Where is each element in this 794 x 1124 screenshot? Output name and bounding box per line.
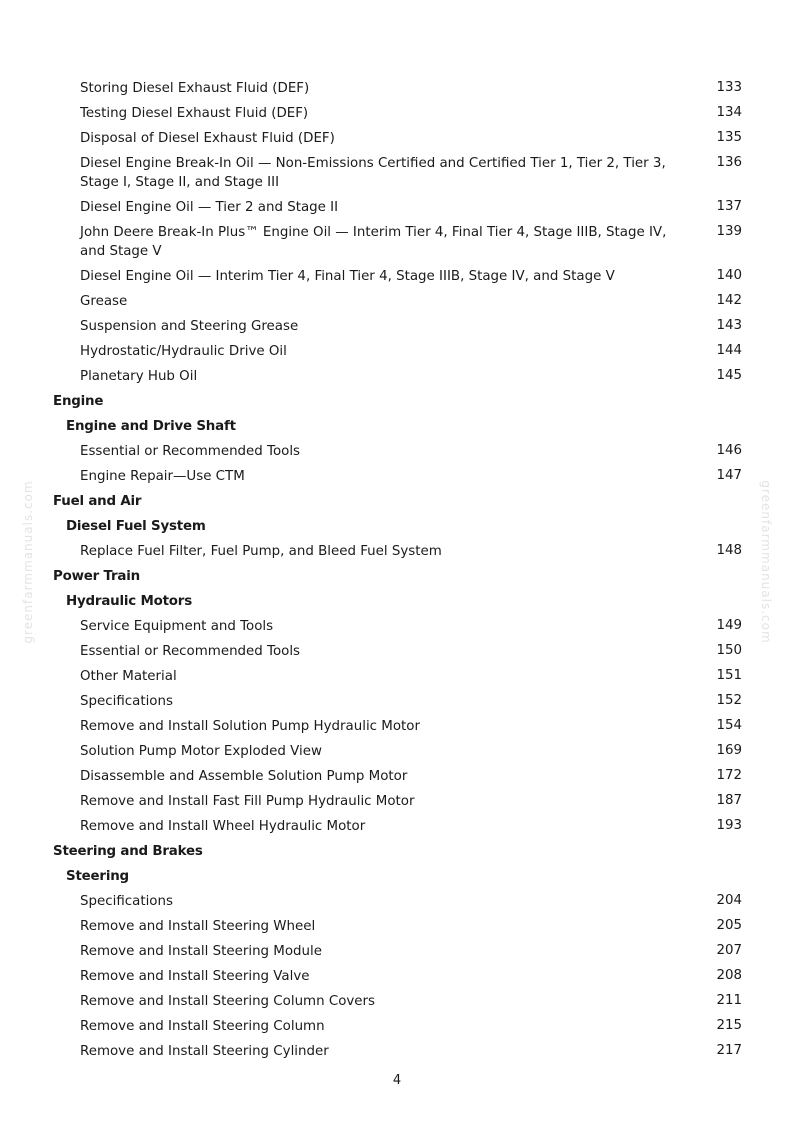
toc-entry[interactable] <box>0 964 794 989</box>
toc-entry-page: 143 <box>716 318 742 333</box>
toc-entry-page: 135 <box>716 130 742 145</box>
toc-entry-title: Remove and Install Steering Valve <box>80 969 310 984</box>
toc-entry-page: 140 <box>716 268 742 283</box>
toc-entry-page: 139 <box>716 224 742 239</box>
table-of-contents <box>0 76 794 1064</box>
toc-entry[interactable] <box>0 195 794 220</box>
toc-entry[interactable] <box>0 339 794 364</box>
toc-entry-title: Engine <box>53 394 104 409</box>
toc-entry-page: 217 <box>716 1043 742 1058</box>
toc-entry-title: Power Train <box>53 569 140 584</box>
toc-entry-title: Remove and Install Wheel Hydraulic Motor <box>80 819 366 834</box>
toc-entry[interactable] <box>0 814 794 839</box>
toc-subsection-heading <box>0 864 794 889</box>
toc-entry-page: 172 <box>716 768 742 783</box>
toc-entry-page: 215 <box>716 1018 742 1033</box>
toc-entry[interactable] <box>0 639 794 664</box>
toc-subsection-heading <box>0 589 794 614</box>
toc-entry[interactable] <box>0 614 794 639</box>
toc-entry-title: Diesel Engine Oil — Tier 2 and Stage II <box>80 200 339 215</box>
page-number: 4 <box>392 1073 402 1088</box>
toc-entry[interactable] <box>0 939 794 964</box>
toc-entry-page: 169 <box>716 743 742 758</box>
toc-entry[interactable] <box>0 714 794 739</box>
toc-entry-title: Fuel and Air <box>53 494 142 509</box>
toc-entry[interactable] <box>0 151 794 195</box>
toc-entry-title: John Deere Break-In Plus™ Engine Oil — Interim Tier 4, Final Tier 4, Stage IIIB, Stage IV, and Stage V <box>80 225 667 259</box>
toc-entry-title: Diesel Engine Break-In Oil — Non-Emissions Certified and Certified Tier 1, Tier 2, Tier 3, Stage I, Stage II, and Stage III <box>80 156 666 190</box>
toc-entry[interactable] <box>0 439 794 464</box>
toc-entry-page: 149 <box>716 618 742 633</box>
toc-entry-title: Diesel Engine Oil — Interim Tier 4, Final Tier 4, Stage IIIB, Stage IV, and Stage V <box>80 269 615 284</box>
toc-entry[interactable] <box>0 664 794 689</box>
toc-entry[interactable] <box>0 889 794 914</box>
toc-entry-page: 148 <box>716 543 742 558</box>
toc-entry[interactable] <box>0 264 794 289</box>
toc-entry-title: Engine Repair—Use CTM <box>80 469 245 484</box>
toc-entry-page: 187 <box>716 793 742 808</box>
toc-entry[interactable] <box>0 739 794 764</box>
watermark-left: greenfarmmanuals.com <box>21 480 35 644</box>
toc-entry-title: Suspension and Steering Grease <box>80 319 299 334</box>
toc-entry-page: 144 <box>716 343 742 358</box>
toc-entry-page: 145 <box>716 368 742 383</box>
toc-entry-title: Specifications <box>80 894 173 909</box>
toc-entry-page: 150 <box>716 643 742 658</box>
toc-entry-title: Remove and Install Fast Fill Pump Hydraulic Motor <box>80 794 415 809</box>
toc-entry[interactable] <box>0 1014 794 1039</box>
toc-entry-page: 193 <box>716 818 742 833</box>
toc-entry[interactable] <box>0 314 794 339</box>
toc-entry-title: Remove and Install Steering Column <box>80 1019 325 1034</box>
toc-section-heading <box>0 564 794 589</box>
toc-entry-page: 208 <box>716 968 742 983</box>
toc-entry-title: Storing Diesel Exhaust Fluid (DEF) <box>80 81 310 96</box>
toc-entry-title: Disassemble and Assemble Solution Pump Motor <box>80 769 408 784</box>
toc-entry[interactable] <box>0 464 794 489</box>
toc-subsection-heading <box>0 414 794 439</box>
toc-section-heading <box>0 839 794 864</box>
toc-section-heading <box>0 489 794 514</box>
toc-entry[interactable] <box>0 789 794 814</box>
toc-entry[interactable] <box>0 1039 794 1064</box>
toc-entry-title: Hydraulic Motors <box>66 594 192 609</box>
toc-entry-title: Remove and Install Steering Module <box>80 944 322 959</box>
toc-entry-title: Essential or Recommended Tools <box>80 444 301 459</box>
toc-entry-title: Replace Fuel Filter, Fuel Pump, and Bleed Fuel System <box>80 544 442 559</box>
toc-entry-title: Disposal of Diesel Exhaust Fluid (DEF) <box>80 131 335 146</box>
toc-entry[interactable] <box>0 764 794 789</box>
toc-entry[interactable] <box>0 220 794 264</box>
toc-entry-page: 133 <box>716 80 742 95</box>
toc-entry[interactable] <box>0 364 794 389</box>
toc-entry-title: Service Equipment and Tools <box>80 619 274 634</box>
toc-entry-page: 151 <box>716 668 742 683</box>
toc-entry-title: Remove and Install Steering Wheel <box>80 919 316 934</box>
toc-entry-title: Diesel Fuel System <box>66 519 206 534</box>
toc-entry[interactable] <box>0 101 794 126</box>
toc-entry-title: Essential or Recommended Tools <box>80 644 301 659</box>
toc-entry[interactable] <box>0 689 794 714</box>
toc-entry-title: Steering <box>66 869 129 884</box>
toc-entry[interactable] <box>0 76 794 101</box>
toc-entry-page: 147 <box>716 468 742 483</box>
toc-entry-page: 205 <box>716 918 742 933</box>
toc-entry-page: 152 <box>716 693 742 708</box>
toc-entry-title: Remove and Install Steering Cylinder <box>80 1044 329 1059</box>
toc-entry-page: 142 <box>716 293 742 308</box>
toc-entry-title: Solution Pump Motor Exploded View <box>80 744 322 759</box>
watermark-right: greenfarmmanuals.com <box>759 480 773 644</box>
toc-entry-page: 137 <box>716 199 742 214</box>
toc-entry[interactable] <box>0 289 794 314</box>
toc-entry-title: Planetary Hub Oil <box>80 369 198 384</box>
toc-entry-title: Specifications <box>80 694 173 709</box>
toc-entry[interactable] <box>0 126 794 151</box>
toc-entry-page: 211 <box>716 993 742 1008</box>
toc-entry-page: 146 <box>716 443 742 458</box>
toc-entry-title: Remove and Install Solution Pump Hydraulic Motor <box>80 719 420 734</box>
toc-entry[interactable] <box>0 539 794 564</box>
toc-entry-page: 207 <box>716 943 742 958</box>
toc-entry-page: 134 <box>716 105 742 120</box>
toc-entry-title: Steering and Brakes <box>53 844 203 859</box>
toc-entry[interactable] <box>0 914 794 939</box>
toc-entry-title: Engine and Drive Shaft <box>66 419 236 434</box>
toc-entry[interactable] <box>0 989 794 1014</box>
toc-entry-title: Grease <box>80 294 128 309</box>
toc-subsection-heading <box>0 514 794 539</box>
toc-entry-title: Testing Diesel Exhaust Fluid (DEF) <box>80 106 309 121</box>
toc-section-heading <box>0 389 794 414</box>
toc-entry-title: Remove and Install Steering Column Covers <box>80 994 376 1009</box>
toc-entry-page: 136 <box>716 155 742 170</box>
toc-entry-title: Hydrostatic/Hydraulic Drive Oil <box>80 344 287 359</box>
toc-entry-title: Other Material <box>80 669 177 684</box>
toc-entry-page: 204 <box>716 893 742 908</box>
toc-entry-page: 154 <box>716 718 742 733</box>
